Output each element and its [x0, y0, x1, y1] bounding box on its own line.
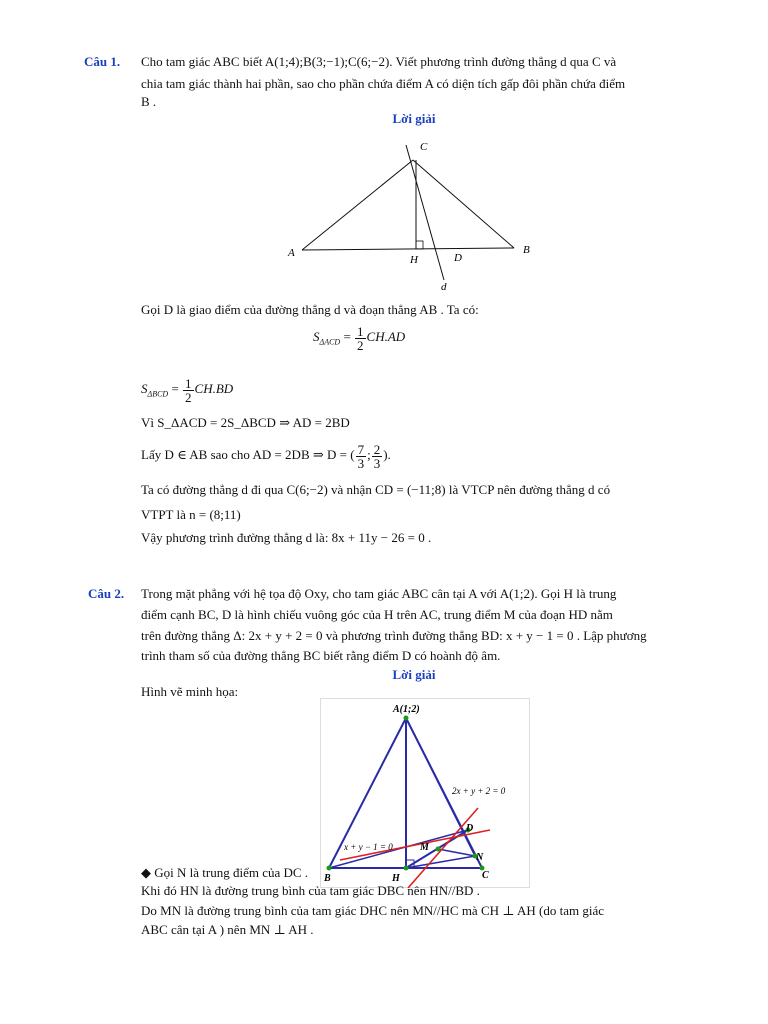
label-a: A(1;2): [393, 704, 420, 715]
s4-den-1: 3: [357, 455, 365, 471]
s4-sep: ;: [367, 447, 371, 462]
q1-step-6: VTPT là n = (8;11): [141, 507, 241, 522]
eq2-den: 2: [185, 389, 192, 405]
s4-text: Lấy D ∈ AB sao cho AD = 2DB ⇒ D = (: [141, 447, 355, 462]
right-angle-mark: [416, 241, 423, 249]
eq2-rhs: CH.BD: [194, 381, 234, 396]
label-delta-equation: 2x + y + 2 = 0: [452, 786, 506, 796]
s4-den-2: 3: [373, 455, 381, 471]
q1-step-4: [141, 440, 391, 470]
label-h: H: [410, 254, 418, 266]
eq1-num: 1: [357, 323, 364, 339]
eq1-den: 2: [357, 337, 364, 353]
label-line-d: d: [441, 281, 447, 293]
eq1-rhs: CH.AD: [366, 329, 406, 344]
q1-equation-2: [141, 374, 233, 410]
question-1-label: Câu 1.: [84, 54, 121, 69]
eq1-s: S: [313, 329, 320, 344]
label-a: A: [288, 247, 295, 259]
point-b: [327, 866, 332, 871]
label-m: M: [420, 842, 429, 853]
segment-mn: [438, 849, 475, 856]
question-2-line-3: trên đường thẳng Δ: 2x + y + 2 = 0 và phương trình đường thẳng BD: x + y − 1 = 0 . Lập phương: [141, 628, 647, 643]
label-n: N: [476, 852, 484, 863]
q2-step-1: Hình vẽ minh họa:: [141, 684, 239, 699]
question-2-line-2: điểm cạnh BC, D là hình chiếu vuông góc của H trên AC, trung điểm M của đoạn HD nằm: [141, 607, 613, 622]
point-h: [404, 866, 409, 871]
side-cb: [413, 160, 514, 248]
solution-title-1: Lời giải: [392, 111, 436, 126]
question-1-line-1: Cho tam giác ABC biết A(1;4);B(3;−1);C(6;−2). Viết phương trình đường thẳng d qua C và: [141, 54, 617, 69]
q1-step-5: Ta có đường thẳng d đi qua C(6;−2) và nhận CD = (−11;8) là VTCP nên đường thẳng d có: [141, 482, 611, 497]
s4-close: ).: [383, 447, 391, 462]
question-2-line-4: trình tham số của đường thẳng BC biết rằng điểm D có hoành độ âm.: [141, 648, 501, 663]
eq2-num: 1: [185, 375, 192, 391]
label-d: D: [454, 252, 462, 264]
s4-num-1: 7: [357, 441, 365, 457]
side-ac: [302, 160, 413, 250]
q1-step-1: Gọi D là giao điểm của đường thẳng d và đoạn thẳng AB . Ta có:: [141, 302, 479, 317]
eq1-sub: ΔACD: [319, 337, 341, 347]
q2-bullet-4: ABC cân tại A ) nên MN ⊥ AH .: [141, 922, 314, 937]
eq2-s: S: [141, 381, 148, 396]
eq2-equals: =: [171, 381, 179, 396]
label-d: D: [466, 823, 474, 834]
side-ab: [302, 248, 514, 250]
label-b: B: [523, 244, 530, 256]
s4-num-2: 2: [373, 441, 381, 457]
point-m: [436, 847, 441, 852]
triangle-figure-2: [320, 698, 530, 888]
label-b: B: [324, 873, 331, 884]
q1-step-7: Vậy phương trình đường thẳng d là: 8x + 11y − 26 = 0 .: [141, 530, 432, 545]
question-2-label: Câu 2.: [88, 586, 125, 601]
label-c: C: [482, 870, 489, 881]
question-1-line-3: B .: [141, 94, 157, 109]
q2-bullet-3: Do MN là đường trung bình của tam giác DHC nên MN//HC mà CH ⊥ AH (do tam giác: [141, 903, 605, 918]
eq1-equals: =: [343, 329, 351, 344]
q1-equation-1: [313, 322, 405, 358]
question-1-line-2: chia tam giác thành hai phần, sao cho phần chứa điểm A có diện tích gấp đôi phần chứa điểm: [141, 76, 626, 91]
triangle-figure-1: [280, 130, 550, 295]
q2-bullet-2: Khi đó HN là đường trung bình của tam giác DBC nên HN//BD .: [141, 883, 480, 898]
point-a: [404, 716, 409, 721]
eq2-sub: ΔBCD: [147, 389, 169, 399]
solution-title-2: Lời giải: [392, 667, 436, 682]
label-h: H: [392, 873, 400, 884]
question-2-line-1: Trong mặt phẳng với hệ tọa độ Oxy, cho tam giác ABC cân tại A với A(1;2). Gọi H là trung: [141, 586, 617, 601]
q2-bullet-1: ◆ Gọi N là trung điểm của DC .: [141, 865, 309, 880]
label-c: C: [420, 141, 428, 153]
q1-step-3: Vì S_ΔACD = 2S_ΔBCD ⇒ AD = 2BD: [141, 415, 350, 430]
label-bd-equation: x + y − 1 = 0: [344, 842, 393, 852]
line-delta: [408, 808, 478, 888]
